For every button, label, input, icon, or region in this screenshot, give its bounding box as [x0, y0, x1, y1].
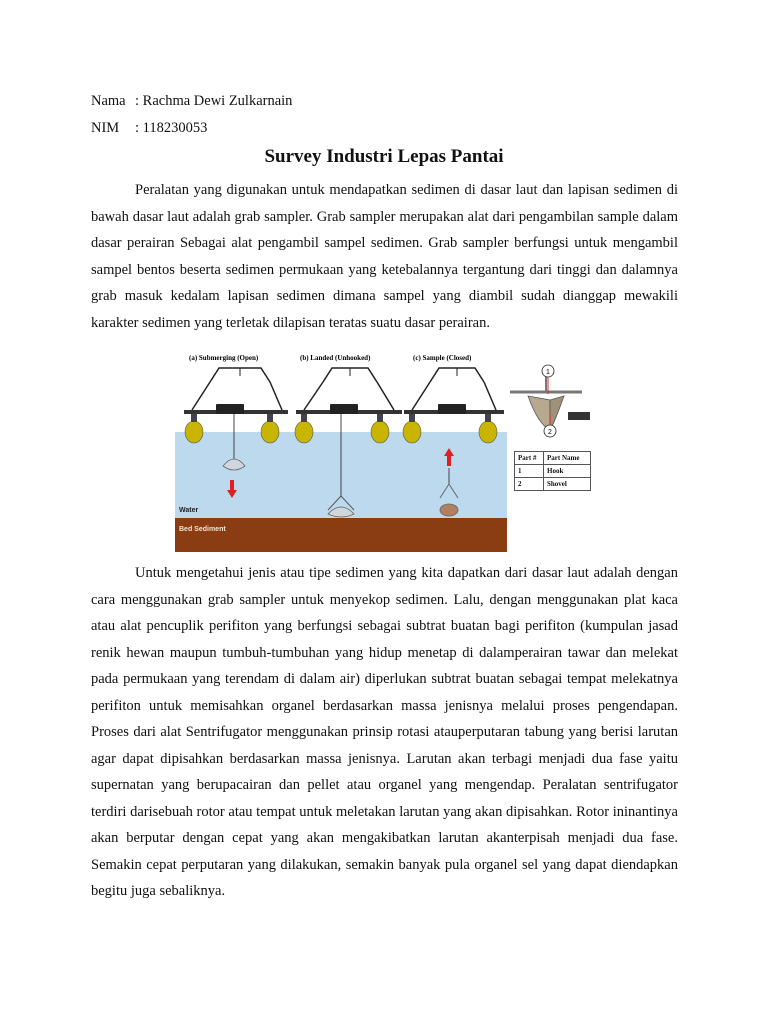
part-number-header: Part # — [515, 452, 544, 465]
callout-1: 1 — [546, 369, 550, 376]
panel-label-a: (a) Submerging (Open) — [189, 354, 259, 362]
nim-value: : 118230053 — [135, 120, 208, 136]
part-table — [514, 451, 591, 491]
name-label: Nama — [91, 93, 126, 109]
part-number-cell: 1 — [515, 465, 544, 478]
table-row — [515, 465, 591, 478]
grab-sampler-closeup — [510, 365, 590, 437]
panel-label-b: (b) Landed (Unhooked) — [300, 354, 371, 362]
callout-2: 2 — [548, 429, 552, 436]
paragraph-2: Untuk mengetahui jenis atau tipe sedimen yang kita dapatkan dari dasar laut adalah dengan cara menggunakan grab sampler untuk menyekop sedimen. Lalu, dengan menggunakan plat kaca atau alat pencuplik perifiton yang berfungsi sebagai subtrat buatan bagi perifiton (kumpulan jasad renik hewan maupun tumbuh-tumbuhan yang hidup menetap di dalamperairan tawar dan melekat pada permukaan yang terendam di dalam air) diperlukan subtrat buatan sebagai tempat melekatnya perifiton untuk memisahkan organel berdasarkan massa jenisnya melalui proses pengendapan. Proses dari alat Sentrifugator menggunakan prinsip rotasi atauperputaran tabung yang berisi larutan agar dapat dipisahkan berdasarkan massa jenisnya. Larutan akan terbagi menjadi dua fase yaitu supernatan yang berupacairan dan pellet atau organel yang mengendap. Peralatan sentrifugator terdiri darisebuah rotor atau tempat untuk meletakan larutan yang akan dipisahkan. Rotor ininantinya akan berputar dengan cepat yang akan mengakibatkan larutan akanterpisah menjadi dua fase. Semakin cepat perputaran yang dilakukan, semakin banyak pula organel sel yang dapat diendapkan begitu juga sebaliknya. — [91, 565, 678, 899]
sediment-label: Bed Sediment — [179, 526, 226, 533]
part-number-cell: 2 — [515, 478, 544, 491]
part-name-header: Part Name — [544, 452, 591, 465]
document-title: Survey Industri Lepas Pantai — [264, 146, 504, 167]
table-row — [515, 478, 591, 491]
paragraph-1: Peralatan yang digunakan untuk mendapatkan sedimen di dasar laut dan lapisan sedimen di bawah dasar laut adalah grab sampler. Grab sampler merupakan alat dari pengambilan sample dalam dasar perairan Sebagai alat pengambil sampel sedimen. Grab sampler berfungsi untuk mengambil sampel bentos beserta sedimen permukaan yang ketebalannya tergantung dari tinggi dan dalamnya grab masuk kedalam lapisan sedimen dimana sampel yang diambil sudah dianggap mewakili karakter sedimen yang terletak dilapisan teratas suatu dasar perairan. — [91, 182, 678, 331]
water-label: Water — [179, 507, 199, 514]
sediment-layer — [175, 518, 507, 552]
part-name-cell: Shovel — [544, 478, 591, 491]
panel-label-c: (c) Sample (Closed) — [413, 354, 472, 362]
nim-label: NIM — [91, 120, 120, 136]
name-value: : Rachma Dewi Zulkarnain — [135, 93, 293, 109]
nim-line — [91, 120, 207, 137]
part-table-header — [515, 452, 591, 465]
name-line — [91, 93, 292, 110]
part-name-cell: Hook — [544, 465, 591, 478]
